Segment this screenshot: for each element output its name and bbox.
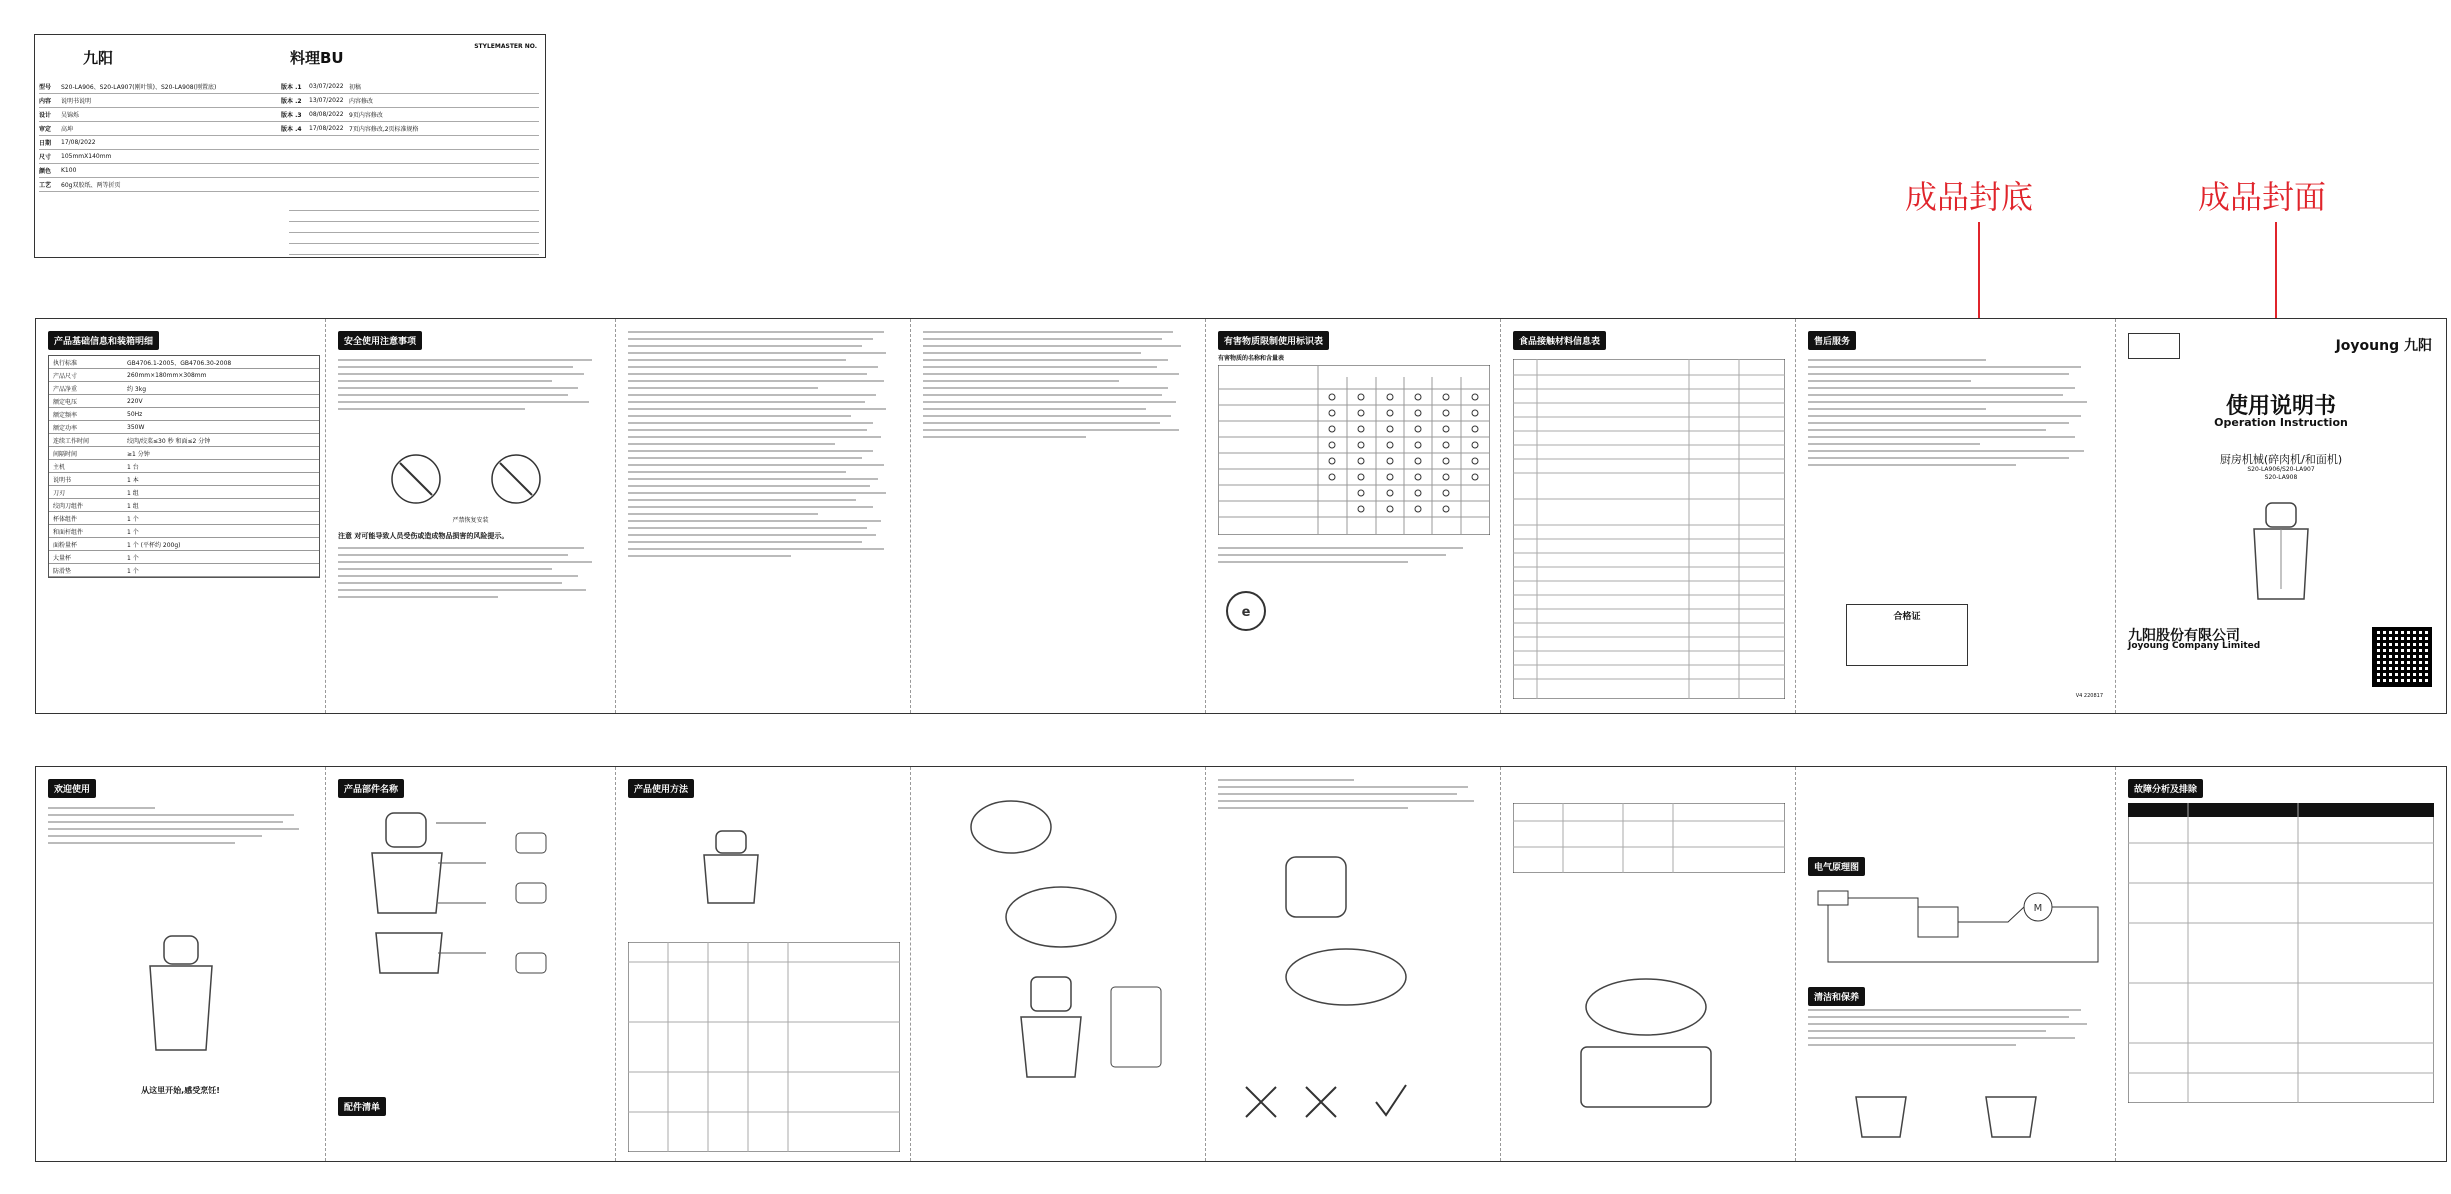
product-illustration	[2244, 499, 2318, 609]
spec-box	[34, 34, 546, 258]
product-name: 厨房机械(碎肉机/和面机)	[2219, 453, 2343, 466]
front-cover-pointer	[2275, 222, 2277, 318]
spec-table: 执行标准 GB4706.1-2005、GB4706.30-2008 产品尺寸 260mm×180mm×308mm 产品净重 约 3kg 额定电压 220V 额定频率 50Hz 额定功率 350W 连续工作时间 绞肉/绞菜≤30 秒 和面≤2 分钟 间隔时间 ≥1 分钟 主机 1 台 说明书 1 本 刀刃 1 组 绞肉刀组件 1 组 杯体组件 1 个 和面杆组件 1 个 面粉量杯 1 个 (平杯约 200g) 大量杯 1 个 防滑垫 1 个	[48, 355, 320, 578]
qualification-certificate	[1846, 604, 1968, 666]
spec-row: 设计 吴锦烁 版本 .3 08/08/2022 9页内容修改	[39, 108, 539, 122]
panel-front-cover	[2116, 319, 2446, 713]
panel-text-4	[911, 319, 1206, 713]
ratio-table	[1513, 803, 1785, 873]
panel-heading: 食品接触材料信息表	[1513, 331, 1606, 350]
panel-heading: 产品部件名称	[338, 779, 404, 798]
assembly-steps	[1521, 967, 1771, 1117]
certificate-title: 合格证	[1893, 612, 1921, 622]
panel-usage	[616, 767, 911, 1161]
caution-line: 注意 对可能导致人员受伤或造成物品损害的风险提示。	[338, 532, 509, 540]
spec-row: 审定 高坤 版本 .4 17/08/2022 7页内容修改,2页标准规格	[39, 122, 539, 136]
panel-ratio	[1501, 767, 1796, 1161]
assembly-steps	[951, 787, 1171, 1127]
model-numbers: S20-LA906/S20-LA907 S20-LA908	[2247, 466, 2315, 481]
version-label: V4 220817	[2075, 693, 2103, 699]
spec-row: 尺寸 105mmX140mm	[39, 150, 539, 164]
usage-steps	[1236, 847, 1466, 1147]
spec-rows	[39, 80, 539, 192]
spec-brand: 九阳	[83, 49, 114, 67]
panel-heading: 安全使用注意事项	[338, 331, 422, 350]
manual-title: 使用说明书	[2225, 394, 2336, 419]
panel-notes	[1206, 767, 1501, 1161]
welcome-slogan: 从这里开始,感受烹饪!	[141, 1086, 220, 1095]
panel-heading: 欢迎使用	[48, 779, 96, 798]
stylemaster-label: STYLEMASTER NO.	[474, 43, 537, 50]
spec-empty-grid	[289, 200, 539, 255]
cleaning-illustration	[1836, 1077, 2076, 1147]
processing-table	[628, 942, 900, 1152]
service-text	[1808, 359, 2105, 471]
back-cover-label: 成品封底	[1905, 178, 2034, 216]
panel-welcome	[36, 767, 326, 1161]
company-name: 九阳股份有限公司	[2128, 628, 2240, 644]
panel-safety	[326, 319, 616, 713]
panel-food-contact	[1501, 319, 1796, 713]
company-name-en: Joyoung Company Limited	[2128, 641, 2261, 651]
panel-heading: 售后服务	[1808, 331, 1856, 350]
fault-table	[2128, 803, 2434, 1103]
manual-subtitle: Operation Instruction	[2214, 416, 2348, 429]
front-cover-label: 成品封面	[2198, 178, 2327, 216]
spec-row: 内容 说明书说明 版本 .2 13/07/2022 内容修改	[39, 94, 539, 108]
caution-text	[338, 547, 605, 603]
panel-circuit-clean	[1796, 767, 2116, 1161]
compliance-badge	[2128, 333, 2180, 359]
product-illustration	[136, 932, 226, 1062]
panel-assembly	[911, 767, 1206, 1161]
safety-text	[338, 359, 605, 415]
hazard-table	[1218, 365, 1490, 535]
parts-diagram	[346, 803, 596, 1013]
leaflet-back-side	[35, 766, 2447, 1162]
panel-heading: 电气原理图	[1808, 857, 1865, 876]
panel-hazardous	[1206, 319, 1501, 713]
panel-heading: 配件清单	[338, 1097, 386, 1116]
spec-row: 工艺 60g双胶纸、两等折页	[39, 178, 539, 192]
safety-caption: 严禁恢复安装	[452, 517, 489, 524]
spec-row: 型号 S20-LA906、S20-LA907(刚叶锁)、S20-LA908(刚置底) 版本 .1 03/07/2022 初稿	[39, 80, 539, 94]
panel-text-3	[616, 319, 911, 713]
panel-troubleshooting	[2116, 767, 2446, 1161]
panel-after-sales	[1796, 319, 2116, 713]
safety-illustration	[366, 449, 566, 509]
panel-heading: 故障分析及排除	[2128, 779, 2203, 798]
svg-text:M: M	[2033, 903, 2043, 914]
panel-parts	[326, 767, 616, 1161]
qr-code	[2372, 627, 2432, 687]
usage-illustration	[696, 827, 766, 907]
leaflet-front-side	[35, 318, 2447, 714]
spec-bu: 料理BU	[290, 49, 344, 67]
panel-basic-info	[36, 319, 326, 713]
body-text	[628, 331, 900, 562]
panel-heading: 产品基础信息和装箱明细	[48, 331, 159, 350]
material-table	[1513, 359, 1785, 699]
back-cover-pointer	[1978, 222, 1980, 318]
spec-row: 日期 17/08/2022	[39, 136, 539, 150]
hazard-subtitle: 有害物质的名称和含量表	[1218, 355, 1285, 362]
panel-heading: 产品使用方法	[628, 779, 694, 798]
recycle-logo	[1224, 589, 1268, 633]
circuit-diagram	[1808, 877, 2108, 977]
svg-text:e: e	[1241, 605, 1251, 620]
panel-heading: 有害物质限制使用标识表	[1218, 331, 1329, 350]
body-text	[923, 331, 1195, 443]
brand-logo: Joyoung 九阳	[2335, 338, 2432, 354]
spec-row: 颜色 K100	[39, 164, 539, 178]
panel-heading: 清洁和保养	[1808, 987, 1865, 1006]
